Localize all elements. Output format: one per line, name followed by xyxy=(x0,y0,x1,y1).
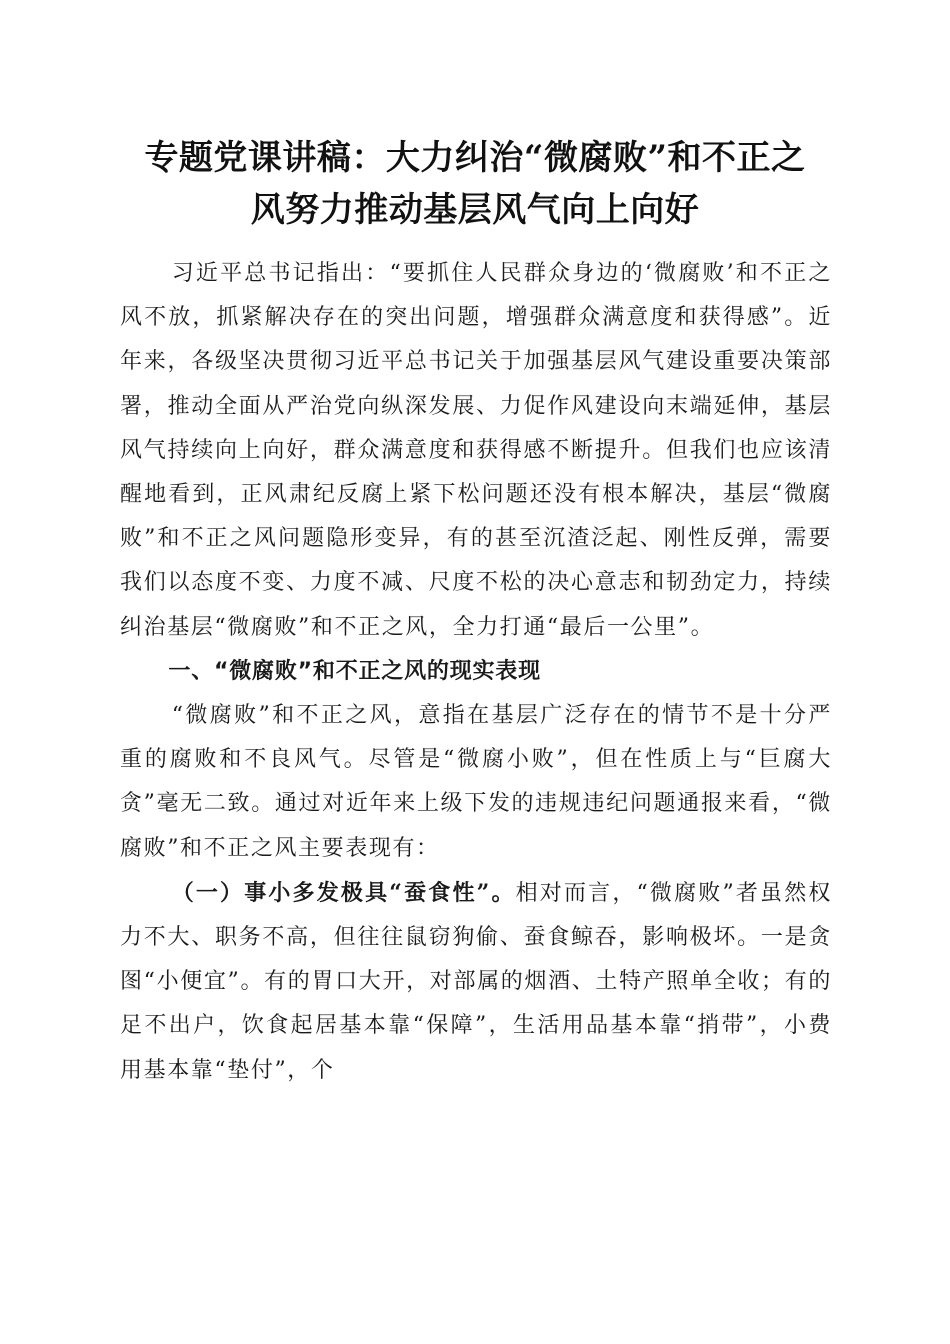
title-line-1: 专题党课讲稿：大力纠治“微腐败”和不正之 xyxy=(144,138,806,178)
section-heading: 一、“微腐败”和不正之风的现实表现 xyxy=(168,658,541,684)
subsection-text: 相对而言，“微腐败”者虽然权力不大、职务不高，但往往鼠窃狗偷、蚕食鲸吞，影响极坏。一是贪图“小便宜”。有的胃口大开，对部属的烟酒、土特产照单全收；有的足不出户，饮食起居基本靠“保障”，生活用品基本靠“捎带”，小费用基本靠“垫付”，个 xyxy=(120,880,832,1083)
subsection-paragraph xyxy=(120,871,832,1093)
document-body xyxy=(120,252,832,1093)
intro-paragraph: 习近平总书记指出：“要抓住人民群众身边的‘微腐败’和不正之风不放，抓紧解决存在的突出问题，增强群众满意度和获得感”。近年来，各级坚决贯彻习近平总书记关于加强基层风气建设重要决策部署，推动全面从严治党向纵深发展、力促作风建设向末端延伸，基层风气持续向上向好，群众满意度和获得感不断提升。但我们也应该清醒地看到，正风肃纪反腐上紧下松问题还没有根本解决，基层“微腐败”和不正之风问题隐形变异，有的甚至沉渣泛起、刚性反弹，需要我们以态度不变、力度不减、尺度不松的决心意志和韧劲定力，持续纠治基层“微腐败”和不正之风，全力打通“最后一公里”。 xyxy=(120,261,832,640)
section-paragraph: “微腐败”和不正之风，意指在基层广泛存在的情节不是十分严重的腐败和不良风气。尽管是“微腐小败”，但在性质上与“巨腐大贪”毫无二致。通过对近年来上级下发的违规违纪问题通报来看，“微腐败”和不正之风主要表现有： xyxy=(120,703,832,861)
document-title xyxy=(100,132,850,236)
subsection-title: （一）事小多发极具“蚕食性”。 xyxy=(171,879,516,906)
title-line-2: 风努力推动基层风气向上向好 xyxy=(250,190,700,230)
